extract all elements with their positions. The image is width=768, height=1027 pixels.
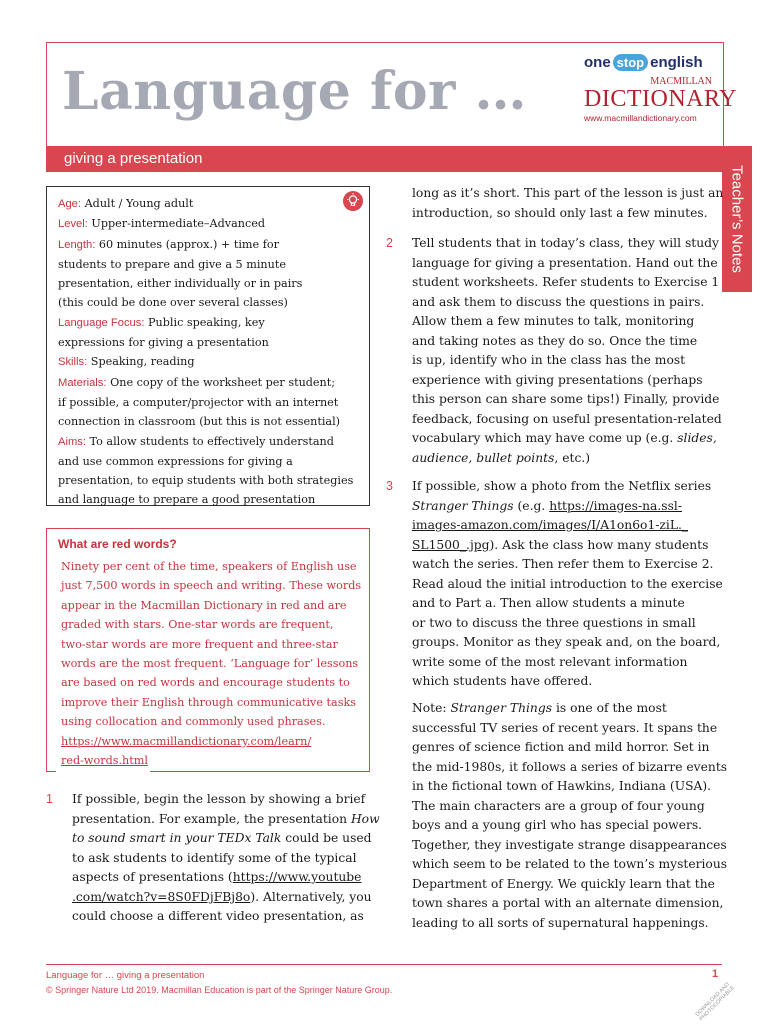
footer-title: Language for … giving a presentation bbox=[46, 970, 205, 981]
step-1-text: If possible, begin the lesson by showing a brief presentation. For example, the presentation How to sound smart in your TEDx Talk could be used to ask students to identify some of the typical aspects of presentations (https://www.youtube .com/watch?v=8S0FDjFBj8o). Alternatively, you could choose a different video presentation, as bbox=[72, 792, 380, 923]
step-2-text: Tell students that in today’s class, they will study language for giving a presentation. Hand out the student worksheets. Refer students to Exercise 1 and ask them to discuss the questions in pairs. Allow them a few minutes to talk, monitoring and taking notes as they do so. Once the time is up, identify who in the class has the most experience with giving presentations (perhaps this person can share some tips!) Finally, provide feedback, focusing on useful presentation-related vocabulary which may have come up (e.g. slides, audience, bullet points, etc.) bbox=[412, 236, 722, 465]
step-3-text: If possible, show a photo from the Netflix series Stranger Things (e.g. https://images-na.ssl- images-amazon.com/images/I/A1on6o1-ziL._ SL1500_.jpg). Ask the class how many students watch the series. Then refer them to Exercise 2. Read aloud the initial introduction to the exercise and to Part a. Then allow students a minute or two to discuss the three questions in small groups. Monitor as they speak and, on the board, write some of the most relevant information which students have offered. bbox=[412, 479, 723, 688]
footer-copyright: © Springer Nature Ltd 2019. Macmillan Education is part of the Springer Nature Group. bbox=[46, 985, 393, 995]
dictionary-url: www.macmillandictionary.com bbox=[584, 113, 697, 123]
step-1-continued: long as it’s short. This part of the lesson is just an introduction, so should only last a few minutes. bbox=[412, 186, 724, 220]
note-text: Note: Stranger Things is one of the most successful TV series of recent years. It spans the genres of science fiction and mild horror. Set in the mid-1980s, it follows a series of bizarre events in the fictional town of Hawkins, Indiana (USA). The main characters are a group of four young boys and a young girl who has special powers. Together, they investigate strange disappearances which seem to be related to the town’s mysterious Department of Energy. We quickly learn that the town shares a portal with an alternate dimension, leading to all sorts of supernatural happenings. bbox=[412, 701, 728, 930]
step-number-2: 2 bbox=[386, 236, 393, 250]
page-number: 1 bbox=[712, 968, 719, 980]
step-number-3: 3 bbox=[386, 479, 393, 493]
youtube-link[interactable]: https://www.youtube bbox=[232, 870, 362, 884]
page-subtitle: giving a presentation bbox=[64, 150, 203, 167]
photocopiable-stamp: DOWNLOAD AND PHOTOCOPIABLE bbox=[694, 981, 737, 1023]
red-words-body: Ninety per cent of the time, speakers of English use just 7,500 words in speech and writing. These words appear in the Macmillan Dictionary in red and are graded with stars. One-star words are frequent, two-star words are more frequent and three-star words are the most frequent. ‘Language for’ lessons are based on red words and encourage students to improve their English through communicative tasks using collocation and commonly used phrases. https://www.macmillandictionary.com/learn/ red-words.html bbox=[61, 560, 362, 768]
lesson-info-text: Age: Adult / Young adult Level: Upper-intermediate–Advanced Length: 60 minutes (approx.) + time for students to prepare and give a 5 minute presentation, either individually or in pairs (this could be done over several classes) Language Focus: Public speaking, key expressions for giving a presentation Skills: Speaking, reading Materials: One copy of the worksheet per student; if possible, a computer/projector with an internet connection in classroom (but this is not essential) Aims: To allow students to effectively understand and use common expressions for giving a presentation, to equip students with both strategies and language to prepare a good presentation bbox=[58, 197, 354, 507]
footer-rule bbox=[46, 964, 722, 965]
side-tab-label: Teacher’s Notes bbox=[728, 165, 746, 273]
red-words-link[interactable]: https://www.macmillandictionary.com/learn/ bbox=[61, 734, 312, 748]
page-title: Language for … bbox=[62, 61, 528, 122]
dictionary-logo: DICTIONARY bbox=[584, 86, 737, 112]
image-link[interactable]: https://images-na.ssl- bbox=[549, 498, 683, 513]
onestopenglish-logo: one stop english bbox=[584, 54, 703, 71]
macmillan-label: MACMILLAN bbox=[650, 76, 712, 87]
red-words-link-cont[interactable]: red-words.html bbox=[61, 754, 148, 768]
step-number-1: 1 bbox=[46, 792, 53, 806]
red-words-title: What are red words? bbox=[58, 537, 177, 551]
brand-logos bbox=[584, 54, 737, 123]
